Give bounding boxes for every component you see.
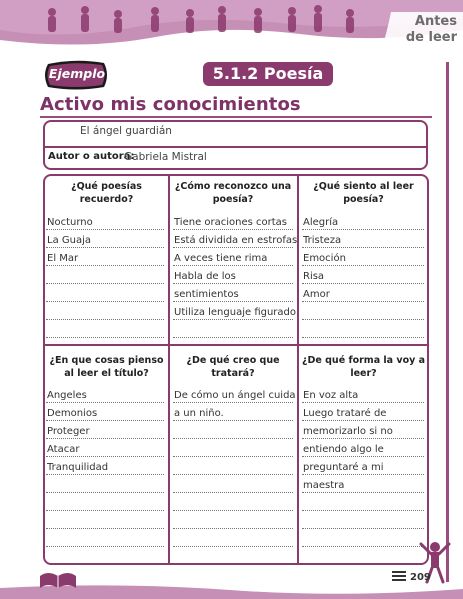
answer-text: preguntaré a mi [303,462,384,473]
author-value: Gabriela Mistral [124,151,207,163]
answer-line [173,474,293,475]
answer-text: maestra [303,480,345,491]
answer-line [46,456,164,457]
answer-line [46,283,164,284]
answer-line [173,301,293,302]
answer-line [173,337,293,338]
answer-text: Nocturno [47,217,93,228]
answer-line [302,456,424,457]
answer-text: Tristeza [303,235,342,246]
answer-text: Emoción [303,253,346,264]
page-title: Activo mis conocimientos [40,94,301,115]
heading-rule [40,116,432,118]
answer-text: Tranquilidad [47,462,109,473]
ejemplo-badge-label: Ejemplo [48,66,106,81]
answer-text: Luego trataré de [303,408,387,419]
answer-line [46,528,164,529]
answer-line [173,456,293,457]
answer-line [173,319,293,320]
answer-text: Angeles [47,390,87,401]
author-label: Autor o autora: [48,151,135,162]
answer-line [46,474,164,475]
menu-icon [392,569,406,583]
answer-line [46,420,164,421]
answer-text: Atacar [47,444,80,455]
answer-line [46,337,164,338]
answer-line [173,402,293,403]
header-recognize-poem: ¿Cómo reconozco una poesía? [174,181,292,205]
answer-text: Demonios [47,408,98,419]
answer-line [302,474,424,475]
corner-label-line2: de leer [405,30,457,45]
answer-line [46,229,164,230]
answer-text: A veces tiene rima [174,253,268,264]
answer-line [173,510,293,511]
answer-line [173,283,293,284]
answer-line [173,546,293,547]
answer-line [46,265,164,266]
corner-label-line1: Antes [414,14,457,29]
answer-line [302,438,424,439]
answer-text: a un niño. [174,408,224,419]
answer-line [302,229,424,230]
header-title-thoughts: ¿En que cosas pienso al leer el título? [49,355,164,379]
answer-line [302,283,424,284]
answer-text: sentimientos [174,289,239,300]
poem-title-value: El ángel guardián [80,125,172,137]
answer-line [173,229,293,230]
answer-text: Está dividida en estrofas [174,235,298,246]
answer-text: Proteger [47,426,90,437]
answer-text: En voz alta [303,390,359,401]
answer-line [302,492,424,493]
info-divider [43,146,428,148]
answer-line [302,301,424,302]
answer-line [46,492,164,493]
answer-line [173,438,293,439]
answer-line [173,420,293,421]
table-divider-h [44,344,428,346]
answer-line [46,301,164,302]
answer-line [46,247,164,248]
answer-line [302,247,424,248]
answer-line [302,528,424,529]
answer-text: Utiliza lenguaje figurado [174,307,297,318]
answer-text: El Mar [47,253,79,264]
answer-line [46,402,164,403]
answer-text: La Guaja [47,235,91,246]
answer-text: memorizarlo si no [303,426,393,437]
section-title: 5.1.2 Poesía [203,62,333,86]
answer-text: Amor [303,289,330,300]
answer-line [46,319,164,320]
answer-line [302,319,424,320]
header-how-read: ¿De qué forma la voy a leer? [301,355,426,379]
answer-line [302,510,424,511]
header-what-about: ¿De qué creo que tratará? [186,355,280,379]
book-icon [38,568,78,590]
answer-line [302,337,424,338]
answer-text: Tiene oraciones cortas [174,217,288,228]
answer-line [46,546,164,547]
answer-text: De cómo un ángel cuida [174,390,296,401]
page-number: 209 [410,572,431,583]
table-divider-v1 [168,175,170,564]
answer-line [173,265,293,266]
header-poems-remembered: ¿Qué poesías recuerdo? [71,181,142,205]
answer-line [173,528,293,529]
answer-line [302,265,424,266]
right-margin-rule [446,62,449,582]
answer-text: entiendo algo le [303,444,384,455]
answer-line [302,402,424,403]
answer-line [302,546,424,547]
answer-text: Alegría [303,217,339,228]
answer-line [173,492,293,493]
answer-line [46,510,164,511]
table-divider-v2 [297,175,299,564]
answer-line [173,247,293,248]
header-feelings: ¿Qué siento al leer poesía? [313,181,414,205]
answer-line [302,420,424,421]
answer-text: Risa [303,271,325,282]
answer-line [46,438,164,439]
corner-label [385,14,457,46]
answer-text: Habla de los [174,271,236,282]
